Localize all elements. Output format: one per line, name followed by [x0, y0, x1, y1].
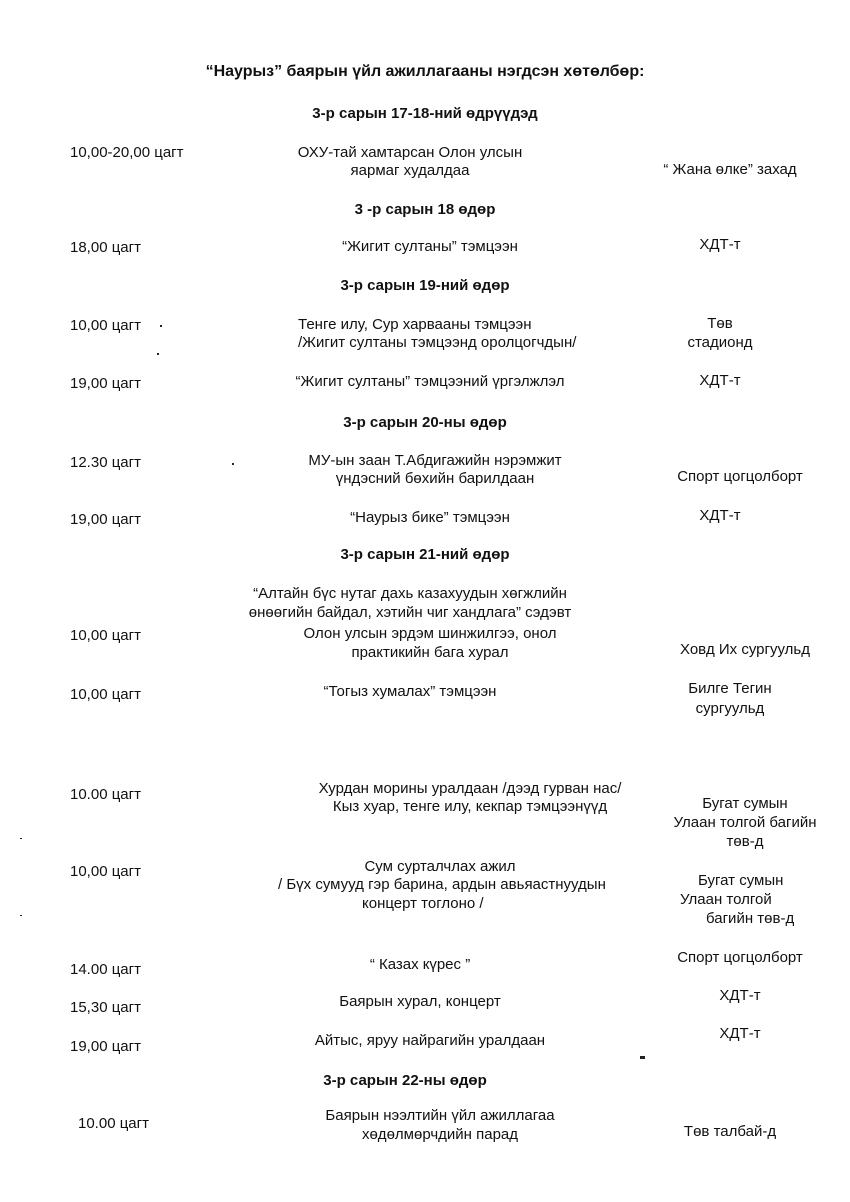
- scan-speck: [160, 325, 162, 327]
- event-time: 15,30 цагт: [70, 999, 141, 1016]
- event-description-line: “Жигит султаны” тэмцээний үргэлжлэл: [295, 373, 565, 390]
- event-description-line: өнөөгийн байдал, хэтийн чиг хандлага” сэдэвт: [248, 604, 572, 621]
- event-description-line: Олон улсын эрдэм шинжилгээ, онол: [303, 625, 557, 642]
- event-time: 10,00 цагт: [70, 317, 141, 334]
- event-description-line: Кыз хуар, тенге илу, кекпар тэмцээнүүд: [332, 798, 608, 815]
- event-location: ХДТ-т: [699, 507, 741, 524]
- event-location: “ Жана өлке” захад: [663, 161, 797, 178]
- event-description-line: / Бүх сумууд гэр барина, ардын авьяастнуудын: [278, 876, 606, 893]
- event-time: 10.00 цагт: [78, 1115, 149, 1132]
- event-time: 12.30 цагт: [70, 454, 141, 471]
- event-time: 18,00 цагт: [70, 239, 141, 256]
- event-description-line: Сум сурталчлах ажил: [364, 858, 516, 875]
- document-title: “Наурыз” баярын үйл ажиллагааны нэгдсэн хөтөлбөр:: [205, 63, 645, 80]
- event-location: Билге Тегин: [688, 680, 772, 697]
- event-location: багийн төв-д: [706, 910, 795, 927]
- day-heading: 3 -р сарын 18 өдөр: [354, 201, 496, 218]
- day-heading: 3-р сарын 22-ны өдөр: [323, 1072, 487, 1089]
- event-location: Төв талбай-д: [683, 1123, 777, 1140]
- event-time: 10,00 цагт: [70, 686, 141, 703]
- event-description-line: “ Казах күрес ”: [369, 956, 471, 973]
- event-location: Бугат сумын: [702, 795, 788, 812]
- event-time: 10.00 цагт: [70, 786, 141, 803]
- event-description-line: “Алтайн бүс нутаг дахь казахуудын хөгжлийн: [253, 585, 567, 602]
- scan-speck: [640, 1056, 645, 1059]
- event-description-line: “Наурыз бике” тэмцээн: [350, 509, 510, 526]
- event-location: ХДТ-т: [719, 987, 761, 1004]
- event-location: сургуульд: [695, 700, 765, 717]
- event-description-line: Баярын хурал, концерт: [339, 993, 501, 1010]
- event-location: Ховд Их сургуульд: [680, 641, 810, 658]
- scan-speck: [20, 915, 22, 916]
- event-description-line: үндэсний бөхийн барилдаан: [335, 470, 535, 487]
- event-location: Спорт цогцолборт: [677, 468, 803, 485]
- event-description-line: Баярын нээлтийн үйл ажиллагаа: [325, 1107, 555, 1124]
- event-location: Улаан толгой багийн: [673, 814, 817, 831]
- event-time: 19,00 цагт: [70, 375, 141, 392]
- event-description-line: Хурдан морины уралдаан /дээд гурван нас/: [318, 780, 622, 797]
- event-time: 10,00 цагт: [70, 863, 141, 880]
- event-location: Төв: [707, 315, 733, 332]
- event-description-line: хөдөлмөрчдийн парад: [361, 1126, 519, 1143]
- event-location: ХДТ-т: [699, 236, 741, 253]
- event-time: 19,00 цагт: [70, 1038, 141, 1055]
- event-location: ХДТ-т: [699, 372, 741, 389]
- scan-speck: [20, 838, 22, 839]
- event-location: ХДТ-т: [719, 1025, 761, 1042]
- day-heading: 3-р сарын 17-18-ний өдрүүдэд: [312, 105, 538, 122]
- event-location: төв-д: [726, 833, 764, 850]
- event-description-line: яармаг худалдаа: [350, 162, 470, 179]
- event-location: Улаан толгой: [680, 891, 772, 908]
- event-time: 14.00 цагт: [70, 961, 141, 978]
- event-time: 10,00 цагт: [70, 627, 141, 644]
- event-description-line: Тенге илу, Сур харвааны тэмцээн: [298, 316, 532, 333]
- event-description-line: “Тогыз хумалах” тэмцээн: [323, 683, 497, 700]
- event-description-line: /Жигит султаны тэмцээнд оролцогчдын/: [298, 334, 577, 351]
- event-location: Бугат сумын: [698, 872, 784, 889]
- event-description-line: практикийн бага хурал: [351, 644, 509, 661]
- event-description-line: МУ-ын заан Т.Абдигажийн нэрэмжит: [308, 452, 562, 469]
- event-location: стадионд: [687, 334, 753, 351]
- day-heading: 3-р сарын 20-ны өдөр: [343, 414, 507, 431]
- event-description-line: концерт тоглоно /: [362, 895, 484, 912]
- event-description-line: Айтыс, яруу найрагийн уралдаан: [314, 1032, 546, 1049]
- scan-speck: [157, 353, 159, 355]
- day-heading: 3-р сарын 19-ний өдөр: [340, 277, 510, 294]
- event-description-line: “Жигит султаны” тэмцээн: [342, 238, 518, 255]
- event-time: 10,00-20,00 цагт: [70, 144, 184, 161]
- scan-speck: [232, 463, 234, 465]
- event-description-line: ОХУ-тай хамтарсан Олон улсын: [297, 144, 523, 161]
- day-heading: 3-р сарын 21-ний өдөр: [340, 546, 510, 563]
- event-time: 19,00 цагт: [70, 511, 141, 528]
- event-location: Спорт цогцолборт: [677, 949, 803, 966]
